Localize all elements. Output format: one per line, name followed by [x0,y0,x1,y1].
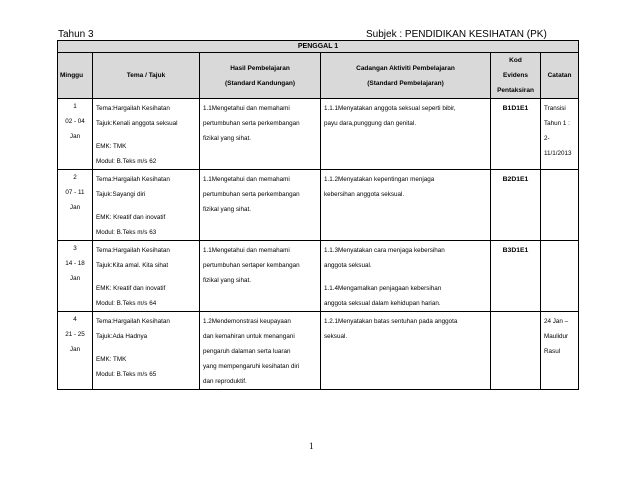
week-cell [58,99,93,170]
table-row [58,241,579,312]
spacer [96,131,196,139]
tema-cell [93,241,200,312]
hasil-text: pengaruh dalaman serta luaran [203,348,291,355]
col-kod-line1: Kod [509,57,522,64]
catatan-text: 24 Jan – [544,318,569,325]
header-row [58,53,579,99]
hasil-text: fizikal yang sihat. [203,206,251,213]
cadangan-text: anggota seksual. [324,262,372,269]
tema-text: Tajuk:Ada Hadnya [96,333,148,340]
catatan-cell [541,241,579,312]
tema-extra-text: Modul: B.Teks m/s 63 [96,229,157,236]
col-hasil-line1: Hasil Pembelajaran [230,64,290,72]
hasil-text: pertumbuhan sertaper kembangan [203,262,300,269]
table-row [58,312,579,390]
hasil-text: yang mempengaruhi kesihatan diri [203,363,300,370]
hasil-text: 1.1Mengetahui dan memahami [203,176,290,183]
tema-cell [93,312,200,390]
kod-cell [491,312,541,390]
catatan-text: 2- [544,135,550,142]
col-minggu: Minggu [58,53,93,99]
cadangan-text: 1.1.4Mengamalkan penjagaan kebersihan [324,285,442,292]
tema-text: Tajuk:Sayangi diri [96,191,146,198]
kod-cell: B2D1E1 [491,170,541,241]
tema-extra-text: Modul: B.Teks m/s 65 [96,371,157,378]
catatan-text: 11/1/2013 [544,150,572,157]
tema-cell [93,170,200,241]
week-cell [58,312,93,390]
tema-extra-text: Modul: B.Teks m/s 62 [96,158,157,165]
week-cell [58,241,93,312]
tema-extra-text: EMK: TMK [96,356,127,363]
week-text: 02 - 04 [65,118,85,125]
cadangan-text: kebersihan anggota seksual. [324,191,405,198]
week-text: 3 [73,245,77,252]
hasil-text: dan reproduktif. [203,378,247,385]
cadangan-text: 1.2.1Menyatakan batas sentuhan pada anggota [324,318,458,325]
catatan-text: Maulidur [544,333,569,340]
kod-cell: B1D1E1 [491,99,541,170]
cadangan-text: 1.1.2Menyatakan kepentingan menjaga [324,176,435,183]
hasil-cell [200,170,321,241]
year-label: Tahun 3 [58,29,94,40]
catatan-text: Transisi [544,105,566,112]
cadangan-cell [321,312,491,390]
col-tema: Tema / Tajuk [93,53,200,99]
hasil-text: pertumbuhan serta perkembangan [203,120,300,127]
col-cadangan [321,53,491,99]
hasil-text: fizikal yang sihat. [203,135,251,142]
kod-cell: B3D1E1 [491,241,541,312]
catatan-cell [541,99,579,170]
col-kod-line3: Pentaksiran [497,87,534,94]
col-cadangan-line2: (Standard Pembelajaran) [367,79,444,87]
cadangan-text: 1.1.3Menyatakan cara menjaga kebersihan [324,247,445,254]
subject-label: Subjek : PENDIDIKAN KESIHATAN (PK) [366,29,547,40]
cadangan-text: 1.1.1Menyatakan anggota seksual seperti bibir, [324,105,456,112]
spacer [96,273,196,281]
tema-text: Tajuk:Kenali anggota seksual [96,120,178,127]
catatan-text: Tahun 1 : [544,120,570,127]
cadangan-text: anggota seksual dalam kehidupan harian. [324,300,441,307]
week-text: Jan [69,204,81,211]
week-text: 2 [73,174,77,181]
col-catatan: Catatan [541,53,579,99]
cadangan-cell [321,170,491,241]
hasil-text: 1.1Mengetahui dan memahami [203,105,290,112]
col-kod-line2: Evidens [503,72,528,79]
col-hasil [200,53,321,99]
hasil-text: dan kemahiran untuk menangani [203,333,295,340]
week-text: 1 [73,103,77,110]
tema-text: Tema:Hargailah Kesihatan [96,318,170,325]
hasil-text: fizikal yang sihat. [203,277,251,284]
hasil-text: pertumbuhan serta perkembangan [203,191,300,198]
hasil-text: 1.2Mendemonstrasi keupayaan [203,318,291,325]
week-text: Jan [69,346,81,353]
spacer [96,344,196,352]
lesson-plan-table [57,40,579,390]
cadangan-cell [321,99,491,170]
catatan-text: Rasul [544,348,561,355]
page-number: 1 [309,441,314,451]
penggal-label: PENGGAL 1 [58,41,579,53]
week-text: 4 [73,316,77,323]
hasil-cell [200,312,321,390]
col-cadangan-line1: Cadangan Aktiviti Pembelajaran [356,64,455,72]
table-row [58,99,579,170]
catatan-cell [541,170,579,241]
tema-extra-text: Modul: B.Teks m/s 64 [96,300,157,307]
cadangan-text: payu dara,punggung dan genital. [324,120,417,127]
week-text: Jan [69,133,81,140]
cadangan-text: seksual. [324,333,348,340]
hasil-cell [200,99,321,170]
week-text: 14 - 18 [65,260,85,267]
spacer [96,202,196,210]
penggal-row [58,41,579,53]
table-row [58,170,579,241]
spacer [324,273,487,281]
hasil-cell [200,241,321,312]
tema-text: Tema:Hargailah Kesihatan [96,247,170,254]
col-hasil-line2: (Standard Kandungan) [224,79,296,87]
col-kod [491,53,541,99]
week-text: 07 - 11 [65,189,85,196]
tema-extra-text: EMK: TMK [96,143,127,150]
tema-text: Tema:Hargailah Kesihatan [96,176,170,183]
cadangan-cell [321,241,491,312]
week-text: 21 - 25 [65,331,85,338]
tema-extra-text: EMK: Kreatif dan inovatif [96,214,166,221]
tema-text: Tema:Hargailah Kesihatan [96,105,170,112]
tema-extra-text: EMK: Kreatif dan inovatif [96,285,166,292]
week-cell [58,170,93,241]
tema-text: Tajuk:Kita amal. Kita sihat [96,262,169,269]
tema-cell [93,99,200,170]
catatan-cell [541,312,579,390]
week-text: Jan [69,275,81,282]
hasil-text: 1.1Mengetahui dan memahami [203,247,290,254]
